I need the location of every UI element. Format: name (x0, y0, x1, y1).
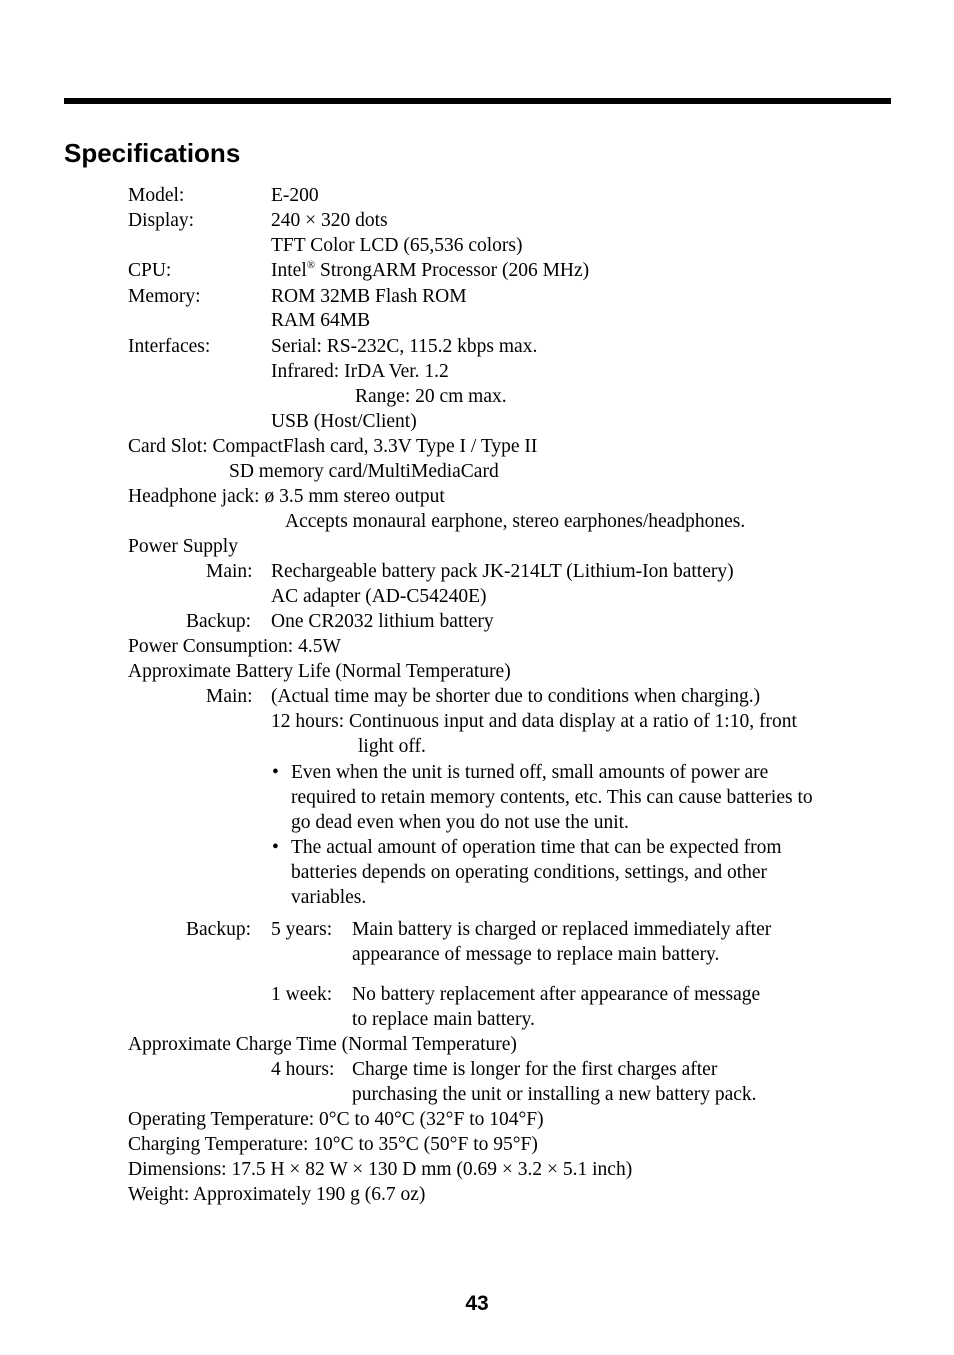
power-main-line2: AC adapter (AD-C54240E) (271, 586, 487, 607)
charging-temperature: Charging Temperature: 10°C to 35°C (50°F to 95°F) (128, 1134, 538, 1155)
memory-rom: ROM 32MB Flash ROM (271, 286, 467, 307)
cpu-rest: StrongARM Processor (206 MHz) (315, 260, 590, 281)
power-supply-heading: Power Supply (128, 536, 238, 557)
battery-hours-line1: 12 hours: Continuous input and data display at a ratio of 1:10, front (271, 711, 797, 732)
backup-week-label: 1 week: (271, 984, 333, 1005)
interface-serial: Serial: RS-232C, 115.2 kbps max. (271, 336, 538, 357)
power-main-line1: Rechargeable battery pack JK-214LT (Lithium-Ion battery) (271, 561, 734, 582)
cpu-brand: Intel (271, 260, 307, 281)
power-consumption: Power Consumption: 4.5W (128, 636, 341, 657)
backup-years-line2: appearance of message to replace main battery. (352, 944, 720, 965)
operating-temperature: Operating Temperature: 0°C to 40°C (32°F to 104°F) (128, 1109, 544, 1130)
card-slot-line2: SD memory card/MultiMediaCard (229, 461, 499, 482)
dimensions: Dimensions: 17.5 H × 82 W × 130 D mm (0.69 × 3.2 × 5.1 inch) (128, 1159, 633, 1180)
header-rule (64, 98, 891, 104)
memory-label: Memory: (128, 286, 201, 307)
backup-years-line1: Main battery is charged or replaced immediately after (352, 919, 772, 940)
backup-years-label: 5 years: (271, 919, 333, 940)
battery-main-label: Main: (206, 686, 253, 707)
weight: Weight: Approximately 190 g (6.7 oz) (128, 1184, 426, 1205)
display-resolution: 240 × 320 dots (271, 210, 388, 231)
interface-infrared: Infrared: IrDA Ver. 1.2 (271, 361, 449, 382)
bullet2-line1: The actual amount of operation time that can be expected from (291, 837, 782, 858)
page-title: Specifications (64, 138, 241, 168)
bullet1-line2: required to retain memory contents, etc. This can cause batteries to (291, 787, 813, 808)
battery-hours-line2: light off. (358, 736, 426, 757)
cpu-value (271, 261, 589, 281)
memory-ram: RAM 64MB (271, 310, 371, 331)
interfaces-label: Interfaces: (128, 336, 211, 357)
interface-infrared-range: Range: 20 cm max. (355, 386, 507, 407)
display-label: Display: (128, 210, 195, 231)
power-backup-value: One CR2032 lithium battery (271, 611, 494, 632)
cpu-label: CPU: (128, 260, 172, 281)
page-number: 43 (465, 1292, 489, 1315)
backup-week-line2: to replace main battery. (352, 1009, 535, 1030)
bullet1-line3: go dead even when you do not use the unit. (291, 812, 629, 833)
bullet-marker: • (272, 837, 279, 858)
power-backup-label: Backup: (186, 611, 251, 632)
battery-life-heading: Approximate Battery Life (Normal Temperature) (128, 661, 511, 682)
card-slot-line1: Card Slot: CompactFlash card, 3.3V Type I / Type II (128, 436, 538, 457)
model-value: E-200 (271, 185, 319, 206)
bullet2-line2: batteries depends on operating conditions, settings, and other (291, 862, 768, 883)
charge-line1: Charge time is longer for the first charges after (352, 1059, 718, 1080)
charge-time-heading: Approximate Charge Time (Normal Temperature) (128, 1034, 517, 1055)
display-type: TFT Color LCD (65,536 colors) (271, 235, 523, 256)
trademark-symbol: ® (306, 259, 316, 271)
bullet2-line3: variables. (291, 887, 367, 908)
backup-week-line1: No battery replacement after appearance of message (352, 984, 761, 1005)
battery-main-note: (Actual time may be shorter due to conditions when charging.) (271, 686, 761, 707)
headphone-line1: Headphone jack: ø 3.5 mm stereo output (128, 486, 445, 507)
headphone-line2: Accepts monaural earphone, stereo earphones/headphones. (285, 511, 746, 532)
interface-usb: USB (Host/Client) (271, 411, 417, 432)
charge-line2: purchasing the unit or installing a new battery pack. (352, 1084, 757, 1105)
model-label: Model: (128, 185, 185, 206)
power-main-label: Main: (206, 561, 253, 582)
battery-backup-label: Backup: (186, 919, 251, 940)
bullet1-line1: Even when the unit is turned off, small amounts of power are (291, 762, 769, 783)
bullet-marker: • (272, 762, 279, 783)
charge-hours-label: 4 hours: (271, 1059, 335, 1080)
